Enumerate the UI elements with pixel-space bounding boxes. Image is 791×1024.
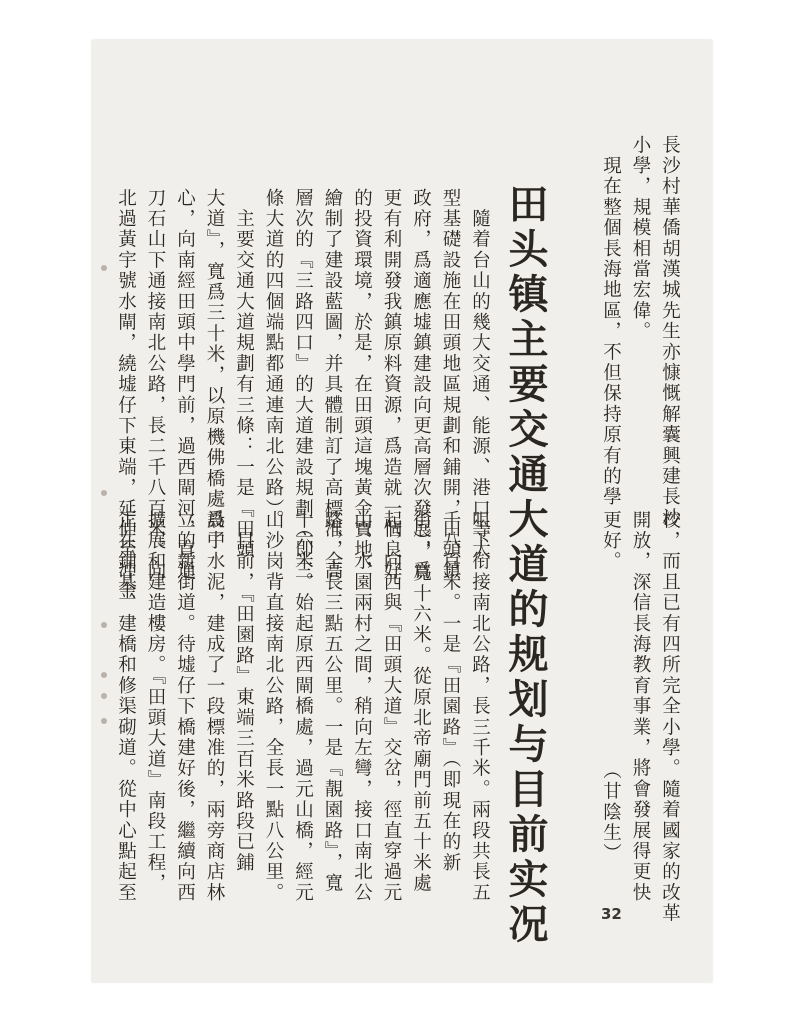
top-left-column: 政府，爲適應墟鎮建設向更高層次發展，爲 xyxy=(410,188,432,582)
top-left-column: 型基礎設施在田頭地區規劃和鋪開，田頭鎮 xyxy=(440,188,461,582)
top-left-column: 北過黃宇號水閘，繞墟仔下東端，延伸至冲金 xyxy=(115,188,137,602)
binding-hole xyxy=(101,490,107,496)
bottom-right-column: 開放，深信長海教育事業，將會發展得更快 xyxy=(630,510,651,904)
top-left-column: 大道』，寬爲三十米，以原機佛橋處爲中 xyxy=(204,188,225,552)
bottom-left-column: 正在鋪基、建橋和修渠砌道。從中心點起至 xyxy=(115,510,137,904)
binding-hole xyxy=(101,672,107,678)
bottom-left-column: 街），寬十六米。從原北帝廟門前五十米處 xyxy=(410,510,432,895)
bottom-right-column: 更好。 （甘陰生） xyxy=(600,510,622,865)
bottom-left-column: 擴展和建造樓房。『田頭大道』南段工程， xyxy=(145,510,166,895)
bottom-left-column: 起，向西與『田頭大道』交岔，徑直穿過元 xyxy=(381,510,402,904)
top-left-column: 心，向南經田頭中學門前，過西閘河，直通 xyxy=(174,188,196,582)
binding-hole xyxy=(101,265,107,271)
top-right-column: 現在整個長海地區，不但保持原有的學 xyxy=(600,135,622,508)
bottom-left-column: 咀下衔接南北公路，長三千米。兩段共長五 xyxy=(469,510,491,904)
bottom-left-column: 立的新街道。待墟仔下橋建好後，繼續向西 xyxy=(174,510,196,904)
top-left-column: 刀石山下通接南北公路，長二千八百米。向 xyxy=(145,188,166,582)
bottom-right-column: 校，而且已有四所完全小學。隨着國家的改革 xyxy=(659,510,681,924)
bottom-left-column: 十六米。始起原西閘橋處，過元山橋，經元 xyxy=(292,510,314,904)
top-left-column: 隨着台山的幾大交通、能源、港口等大 xyxy=(469,188,491,561)
top-right-column: 小學，規模相當宏偉。 xyxy=(630,135,651,342)
top-left-column: 的投資環境，於是，在田頭這塊黃金寶地， xyxy=(351,188,373,582)
top-left-column: 繪制了建設藍圖，并具體制訂了高標准，高 xyxy=(322,188,343,582)
bottom-left-column: 千八百米。一是『田園路』（即現在的新 xyxy=(440,510,461,874)
top-left-column: 更有利開發我鎮原料資源，爲造就一個良好 xyxy=(381,188,402,582)
top-left-column: 主要交通大道規劃有三條：一是『田頭 xyxy=(233,188,255,561)
binding-hole xyxy=(101,693,107,699)
bottom-left-column: 山沙岗背直接南北公路，全長一點八公里。 xyxy=(263,510,284,904)
bottom-left-column: 設了水泥，建成了一段標准的，兩旁商店林 xyxy=(204,510,225,904)
bottom-left-column: 山、水園兩村之間，稍向左彎，接口南北公 xyxy=(351,510,373,904)
top-right-column: 長沙村華僑胡漢城先生亦慷慨解囊興建長沙 xyxy=(659,135,681,529)
binding-hole xyxy=(101,622,107,628)
binding-hole xyxy=(101,718,107,724)
bottom-left-column: 目前，『田園路』東端三百米路段已鋪 xyxy=(233,510,255,874)
top-left-column: 條大道的四個端點都通連南北公路）。 xyxy=(263,188,284,531)
page-number: 32 xyxy=(601,905,622,923)
article-title: 田头镇主要交通大道的规划与目前实况 xyxy=(502,183,548,948)
bottom-left-column: 路，全長三點五公里。一是『靚園路』，寬 xyxy=(322,510,343,895)
top-left-column: 層次的『三路四口』的大道建設規劃（即三 xyxy=(292,188,314,582)
